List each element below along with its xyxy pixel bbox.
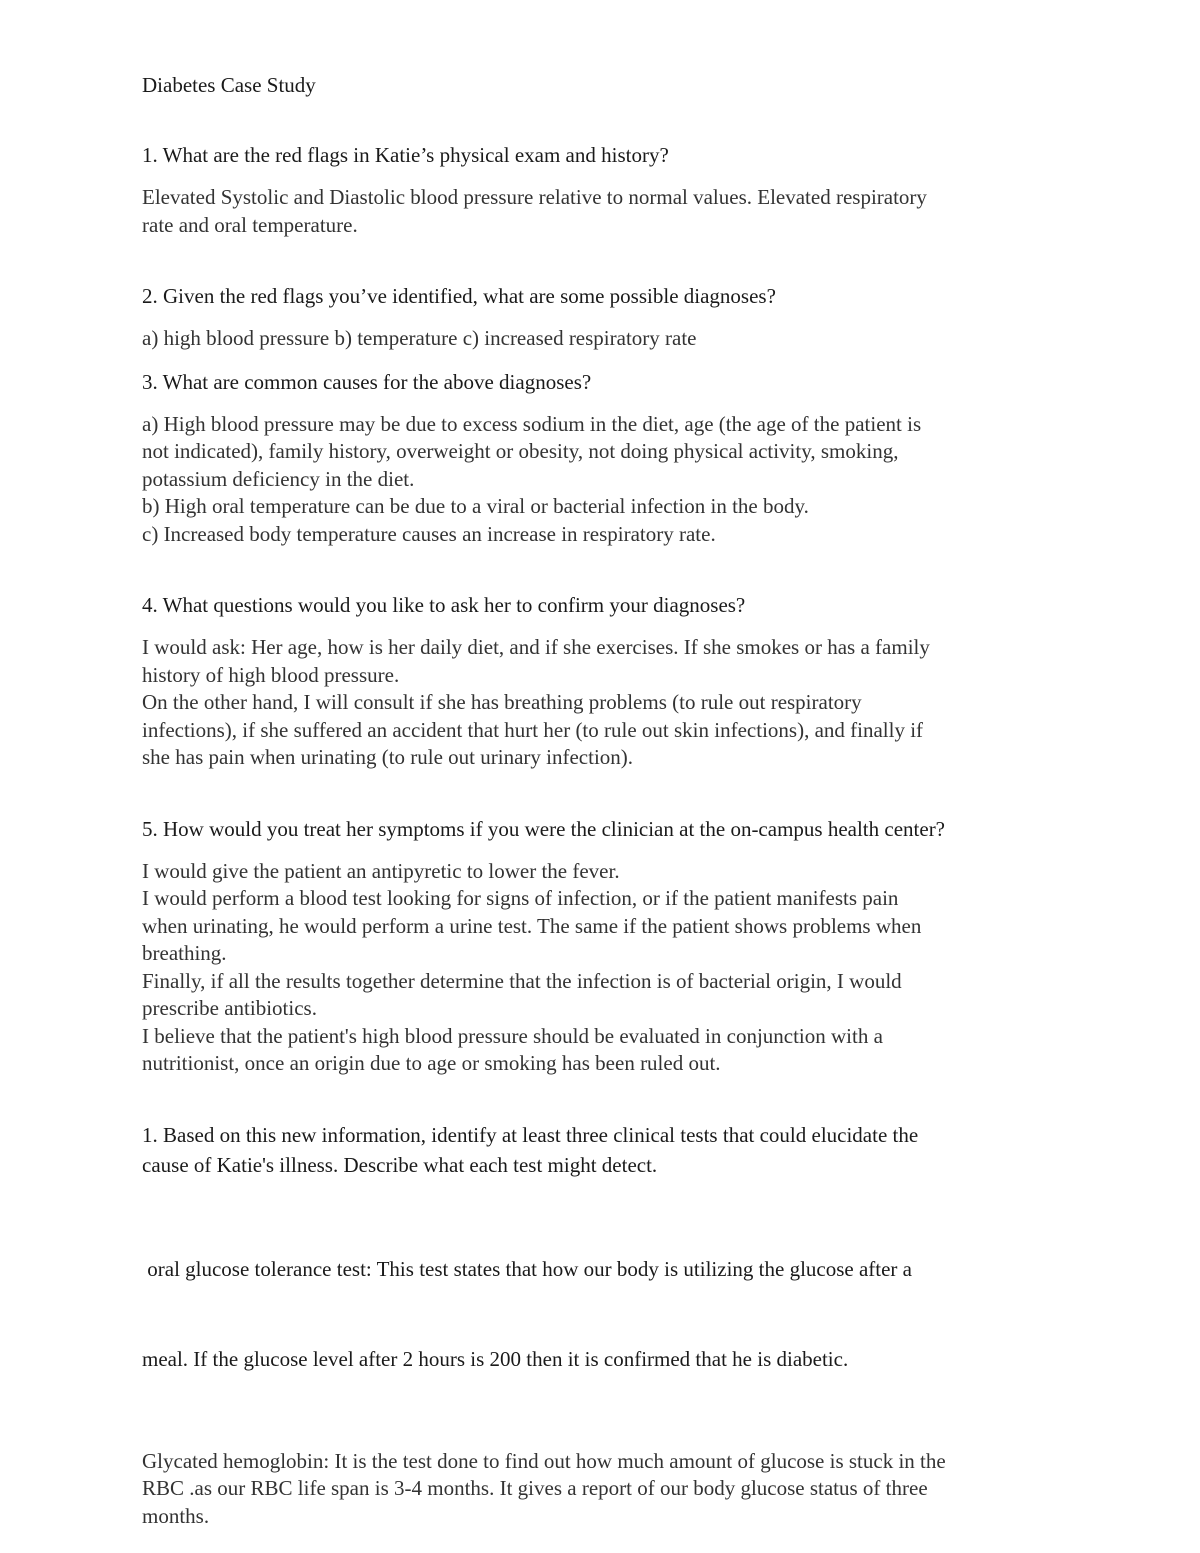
- document-title: Diabetes Case Study: [142, 73, 316, 97]
- question-1: 1. What are the red flags in Katie’s physical exam and history?: [142, 143, 669, 167]
- document-page: [142, 70, 1062, 1530]
- answer-line: I would ask: Her age, how is her daily diet, and if she exercises. If she smokes or has a family: [142, 635, 930, 659]
- answer-line: oral glucose tolerance test: This test states that how our body is utilizing the glucose after a: [142, 1256, 912, 1281]
- answer-line: not indicated), family history, overweight or obesity, not doing physical activity, smoking,: [142, 439, 899, 463]
- answer-line: Glycated hemoglobin: It is the test done to find out how much amount of glucose is stuck in the: [142, 1448, 946, 1473]
- answer-line: prescribe antibiotics.: [142, 996, 317, 1020]
- answer-line: I would perform a blood test looking for signs of infection, or if the patient manifests pain: [142, 886, 899, 910]
- answer-line: months.: [142, 1503, 210, 1528]
- answer-line: Finally, if all the results together determine that the infection is of bacterial origin, I would: [142, 968, 902, 993]
- question-line: 1. Based on this new information, identify at least three clinical tests that could elucidate the: [142, 1122, 919, 1147]
- answer-line: On the other hand, I will consult if she has breathing problems (to rule out respiratory: [142, 690, 862, 714]
- section-part2-1: [142, 1120, 1062, 1531]
- answer-line: I would give the patient an antipyretic to lower the fever.: [142, 858, 620, 883]
- answer-line: when urinating, he would perform a urine test. The same if the patient shows problems when: [142, 913, 922, 938]
- section-3: [142, 367, 1062, 549]
- answer-line: meal. If the glucose level after 2 hours is 200 then it is confirmed that he is diabetic.: [142, 1346, 849, 1371]
- answer-2: [142, 325, 1062, 353]
- question-2: 2. Given the red flags you’ve identified, what are some possible diagnoses?: [142, 284, 776, 308]
- answer-line: I believe that the patient's high blood pressure should be evaluated in conjunction with a: [142, 1023, 883, 1048]
- question-part2-1: [142, 1120, 1062, 1180]
- section-4: [142, 590, 1062, 772]
- question-5: 5. How would you treat her symptoms if you were the clinician at the on-campus health center?: [142, 816, 946, 841]
- answer-line: potassium deficiency in the diet.: [142, 466, 415, 491]
- answer-line: Elevated Systolic and Diastolic blood pressure relative to normal values. Elevated respiratory: [142, 185, 927, 209]
- answer-line: history of high blood pressure.: [142, 662, 400, 687]
- answer-5: [142, 858, 1062, 1078]
- answer-line: nutritionist, once an origin due to age or smoking has been ruled out.: [142, 1051, 721, 1075]
- question-line: cause of Katie's illness. Describe what each test might detect.: [142, 1152, 658, 1177]
- answer-1: [142, 184, 1062, 239]
- question-4: 4. What questions would you like to ask her to confirm your diagnoses?: [142, 593, 746, 617]
- section-5: [142, 814, 1062, 1078]
- answer-line: breathing.: [142, 941, 227, 965]
- answer-line: c) Increased body temperature causes an increase in respiratory rate.: [142, 521, 716, 546]
- answer-line: a) High blood pressure may be due to excess sodium in the diet, age (the age of the patient is: [142, 411, 922, 436]
- answer-line: rate and oral temperature.: [142, 212, 358, 237]
- answer-part2-1-ogtt: [142, 1194, 1062, 1434]
- answer-4: [142, 634, 1062, 772]
- answer-part2-1-hba1c: [142, 1448, 1062, 1531]
- answer-line: b) High oral temperature can be due to a viral or bacterial infection in the body.: [142, 494, 809, 518]
- question-3: 3. What are common causes for the above diagnoses?: [142, 369, 592, 394]
- answer-3: [142, 411, 1062, 549]
- answer-line: infections), if she suffered an accident that hurt her (to rule out skin infections), and finally if: [142, 717, 924, 742]
- answer-line: RBC .as our RBC life span is 3-4 months. It gives a report of our body glucose status of three: [142, 1476, 928, 1500]
- answer-line: a) high blood pressure b) temperature c) increased respiratory rate: [142, 326, 697, 350]
- answer-line: she has pain when urinating (to rule out urinary infection).: [142, 745, 634, 769]
- section-1: [142, 140, 1062, 239]
- section-2: [142, 281, 1062, 353]
